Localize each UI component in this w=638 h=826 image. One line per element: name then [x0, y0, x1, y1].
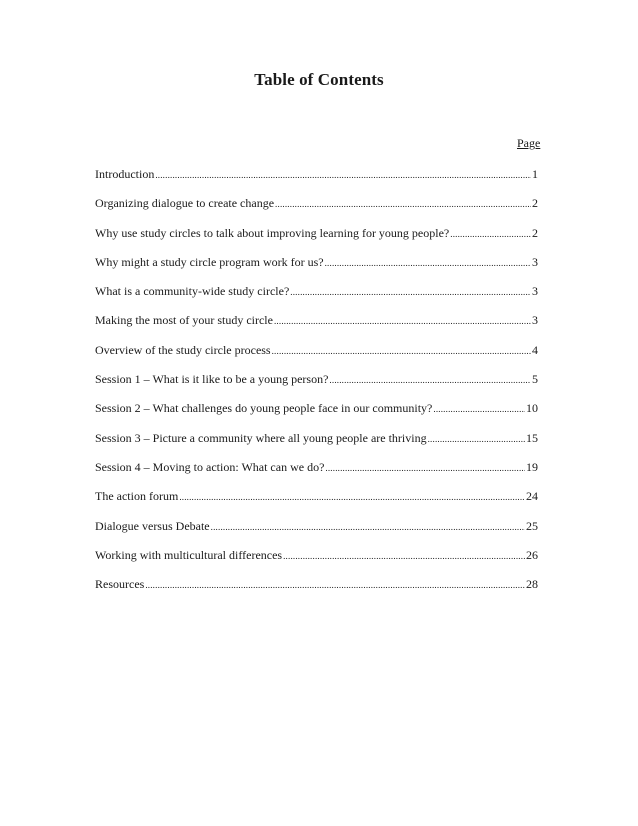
toc-entry[interactable] [95, 256, 538, 285]
page-title: Table of Contents [254, 70, 384, 89]
toc-entry-label: Session 4 – Moving to action: What can we do? [95, 459, 325, 474]
toc-entry[interactable] [95, 461, 538, 490]
toc-entry[interactable] [95, 373, 538, 402]
toc-entry-page: 2 [532, 196, 538, 211]
dot-leader [290, 285, 531, 299]
toc-entry-page: 3 [532, 313, 538, 328]
toc-entry-page: 3 [532, 284, 538, 299]
toc-entry-label: Resources [95, 577, 145, 592]
toc-entry-label: Making the most of your study circle [95, 313, 273, 328]
table-of-contents [95, 168, 538, 607]
toc-entry-page: 5 [532, 372, 538, 387]
toc-entry-label: Overview of the study circle process [95, 342, 271, 357]
toc-entry-page: 26 [526, 547, 538, 562]
toc-entry[interactable] [95, 520, 538, 549]
toc-entry-label: Dialogue versus Debate [95, 518, 210, 533]
toc-entry-page: 10 [526, 401, 538, 416]
toc-entry[interactable] [95, 578, 538, 607]
dot-leader [450, 227, 531, 241]
toc-entry-page: 19 [526, 459, 538, 474]
toc-entry[interactable] [95, 227, 538, 256]
dot-leader [428, 432, 525, 446]
toc-entry-label: Session 1 – What is it like to be a young person? [95, 372, 329, 387]
toc-entry-label: Organizing dialogue to create change [95, 196, 275, 211]
toc-entry-page: 15 [526, 430, 538, 445]
dot-leader [283, 549, 525, 563]
toc-entry-page: 4 [532, 342, 538, 357]
toc-entry-label: Introduction [95, 167, 155, 181]
toc-entry[interactable] [95, 197, 538, 226]
dot-leader [325, 461, 525, 475]
toc-entry[interactable] [95, 432, 538, 461]
dot-leader [211, 520, 525, 534]
toc-entry-label: The action forum [95, 489, 179, 504]
toc-entry-page: 1 [532, 167, 538, 181]
toc-entry-page: 28 [526, 577, 538, 592]
toc-entry-page: 2 [532, 225, 538, 240]
toc-entry[interactable] [95, 490, 538, 519]
dot-leader [325, 256, 531, 270]
dot-leader [275, 197, 531, 211]
toc-entry-label: Why use study circles to talk about improving learning for young people? [95, 225, 450, 240]
toc-entry-label: Session 2 – What challenges do young people face in our community? [95, 401, 433, 416]
dot-leader [145, 578, 525, 592]
toc-entry[interactable] [95, 344, 538, 373]
toc-entry-label: Working with multicultural differences [95, 547, 283, 562]
toc-entry[interactable] [95, 168, 538, 197]
page-column-heading: Page [517, 136, 541, 150]
toc-entry-page: 24 [526, 489, 538, 504]
dot-leader [433, 402, 525, 416]
toc-entry[interactable] [95, 549, 538, 578]
toc-entry[interactable] [95, 402, 538, 431]
toc-entry-page: 3 [532, 254, 538, 269]
dot-leader [329, 373, 531, 387]
toc-entry-page: 25 [526, 518, 538, 533]
toc-entry-label: What is a community-wide study circle? [95, 284, 290, 299]
dot-leader [179, 490, 525, 504]
toc-entry-label: Session 3 – Picture a community where all young people are thriving [95, 430, 427, 445]
dot-leader [155, 168, 531, 182]
toc-entry-label: Why might a study circle program work for us? [95, 254, 324, 269]
toc-entry[interactable] [95, 314, 538, 343]
dot-leader [272, 344, 531, 358]
toc-entry[interactable] [95, 285, 538, 314]
dot-leader [274, 314, 531, 328]
